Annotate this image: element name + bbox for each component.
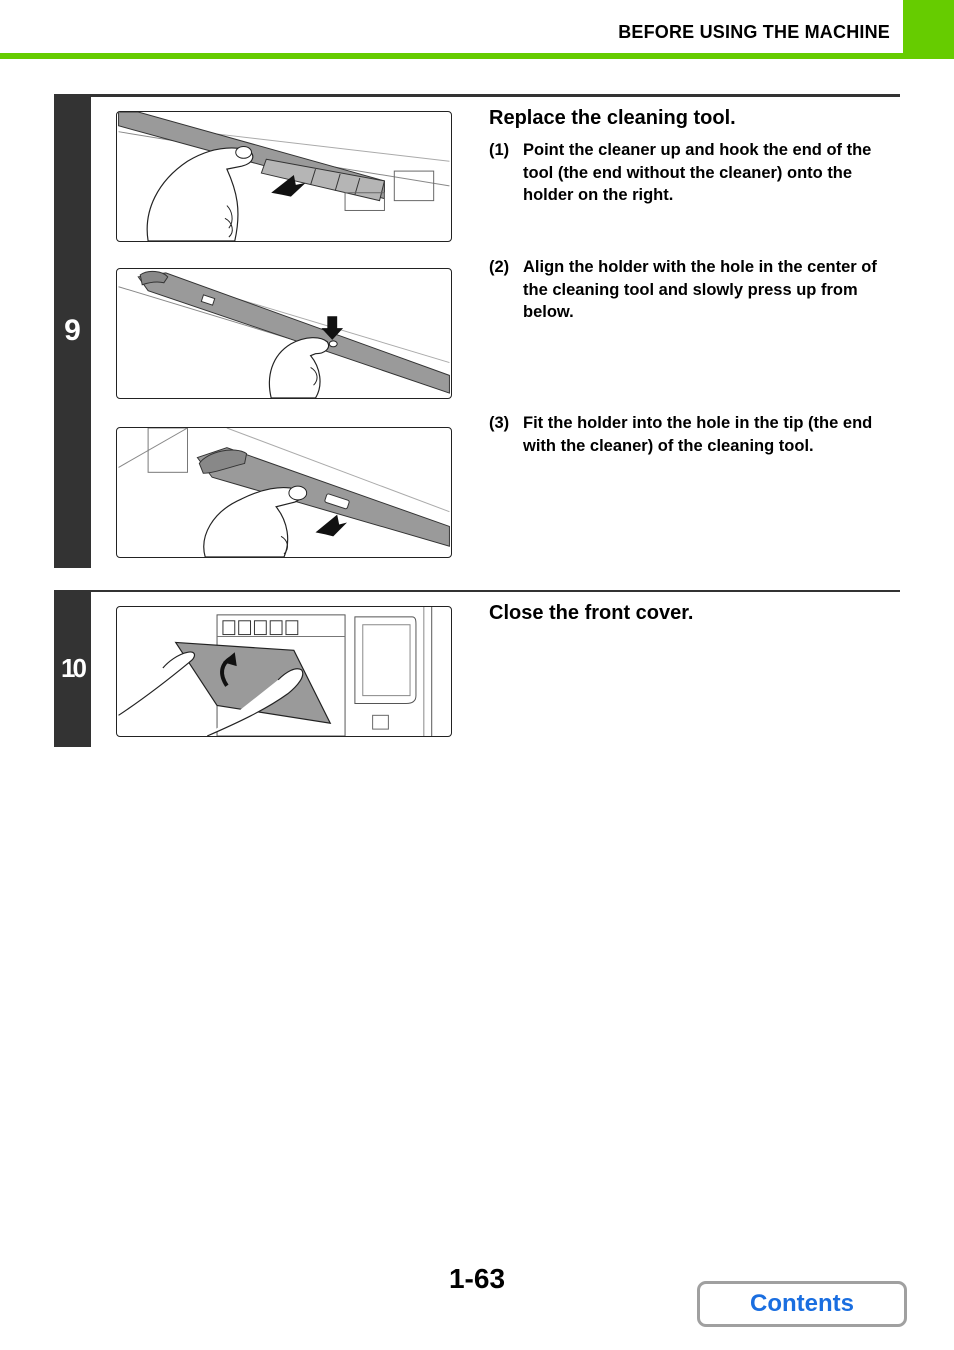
step-9-rule — [54, 94, 900, 97]
step-9-number: 9 — [54, 94, 91, 568]
illustration-close-cover — [117, 607, 451, 736]
substep-3-text: Fit the holder into the hole in the tip (the end with the cleaner) of the cleaning tool. — [523, 414, 873, 455]
substep-1-text: Point the cleaner up and hook the end of the tool (the end without the cleaner) onto the holder on the right. — [523, 141, 872, 204]
step-10-number: 10 — [54, 590, 91, 747]
step-9-title: Replace the cleaning tool. — [489, 107, 736, 129]
page-number: 1-63 — [448, 1263, 506, 1294]
substep-3 — [489, 412, 894, 457]
substep-1 — [489, 139, 894, 207]
figure-hook-cleaning-tool — [116, 111, 452, 242]
header-green-bar — [0, 53, 903, 59]
substep-2 — [489, 256, 894, 324]
illustration-align-holder — [117, 269, 451, 398]
substep-3-number: (3) — [489, 414, 510, 432]
header-green-tab — [903, 0, 954, 59]
step-10-title: Close the front cover. — [489, 602, 694, 624]
illustration-fit-holder — [117, 428, 451, 557]
figure-close-front-cover — [116, 606, 452, 737]
figure-align-holder — [116, 268, 452, 399]
substep-2-number: (2) — [489, 258, 510, 276]
figure-fit-holder-tip — [116, 427, 452, 558]
contents-button[interactable]: Contents — [697, 1281, 907, 1327]
step-10-rule — [54, 590, 900, 592]
substep-2-text: Align the holder with the hole in the center of the cleaning tool and slowly press up from below. — [523, 258, 877, 321]
section-title: BEFORE USING THE MACHINE — [618, 22, 890, 42]
substep-1-number: (1) — [489, 141, 510, 159]
illustration-hook-tool — [117, 112, 451, 241]
